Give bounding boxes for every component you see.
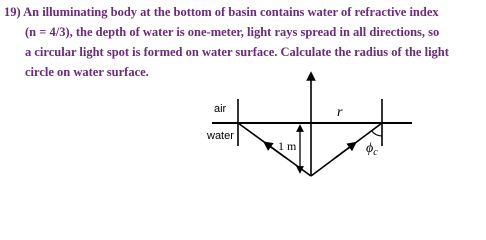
question-line-4: circle on water surface.: [25, 65, 149, 79]
critical-angle-label: [366, 141, 378, 158]
water-label: water: [207, 130, 234, 142]
radius-label: r: [337, 105, 343, 120]
critical-angle-arc: [372, 131, 382, 136]
angle-symbol: ϕ: [366, 141, 374, 156]
depth-label: 1 m: [278, 139, 297, 153]
angle-subscript: c: [373, 147, 378, 158]
question-line-3: a circular light spot is formed on water surface. Calculate the radius of the light: [25, 45, 449, 59]
air-label: air: [214, 103, 227, 115]
right-ray-arrow: [335, 145, 353, 158]
question-line-2: (n = 4/3), the depth of water is one-meter, light rays spread in all directions, so: [25, 25, 440, 39]
question-line-1: 19) An illuminating body at the bottom of basin contains water of refractive index: [4, 5, 439, 19]
question-number: 19): [4, 5, 21, 19]
